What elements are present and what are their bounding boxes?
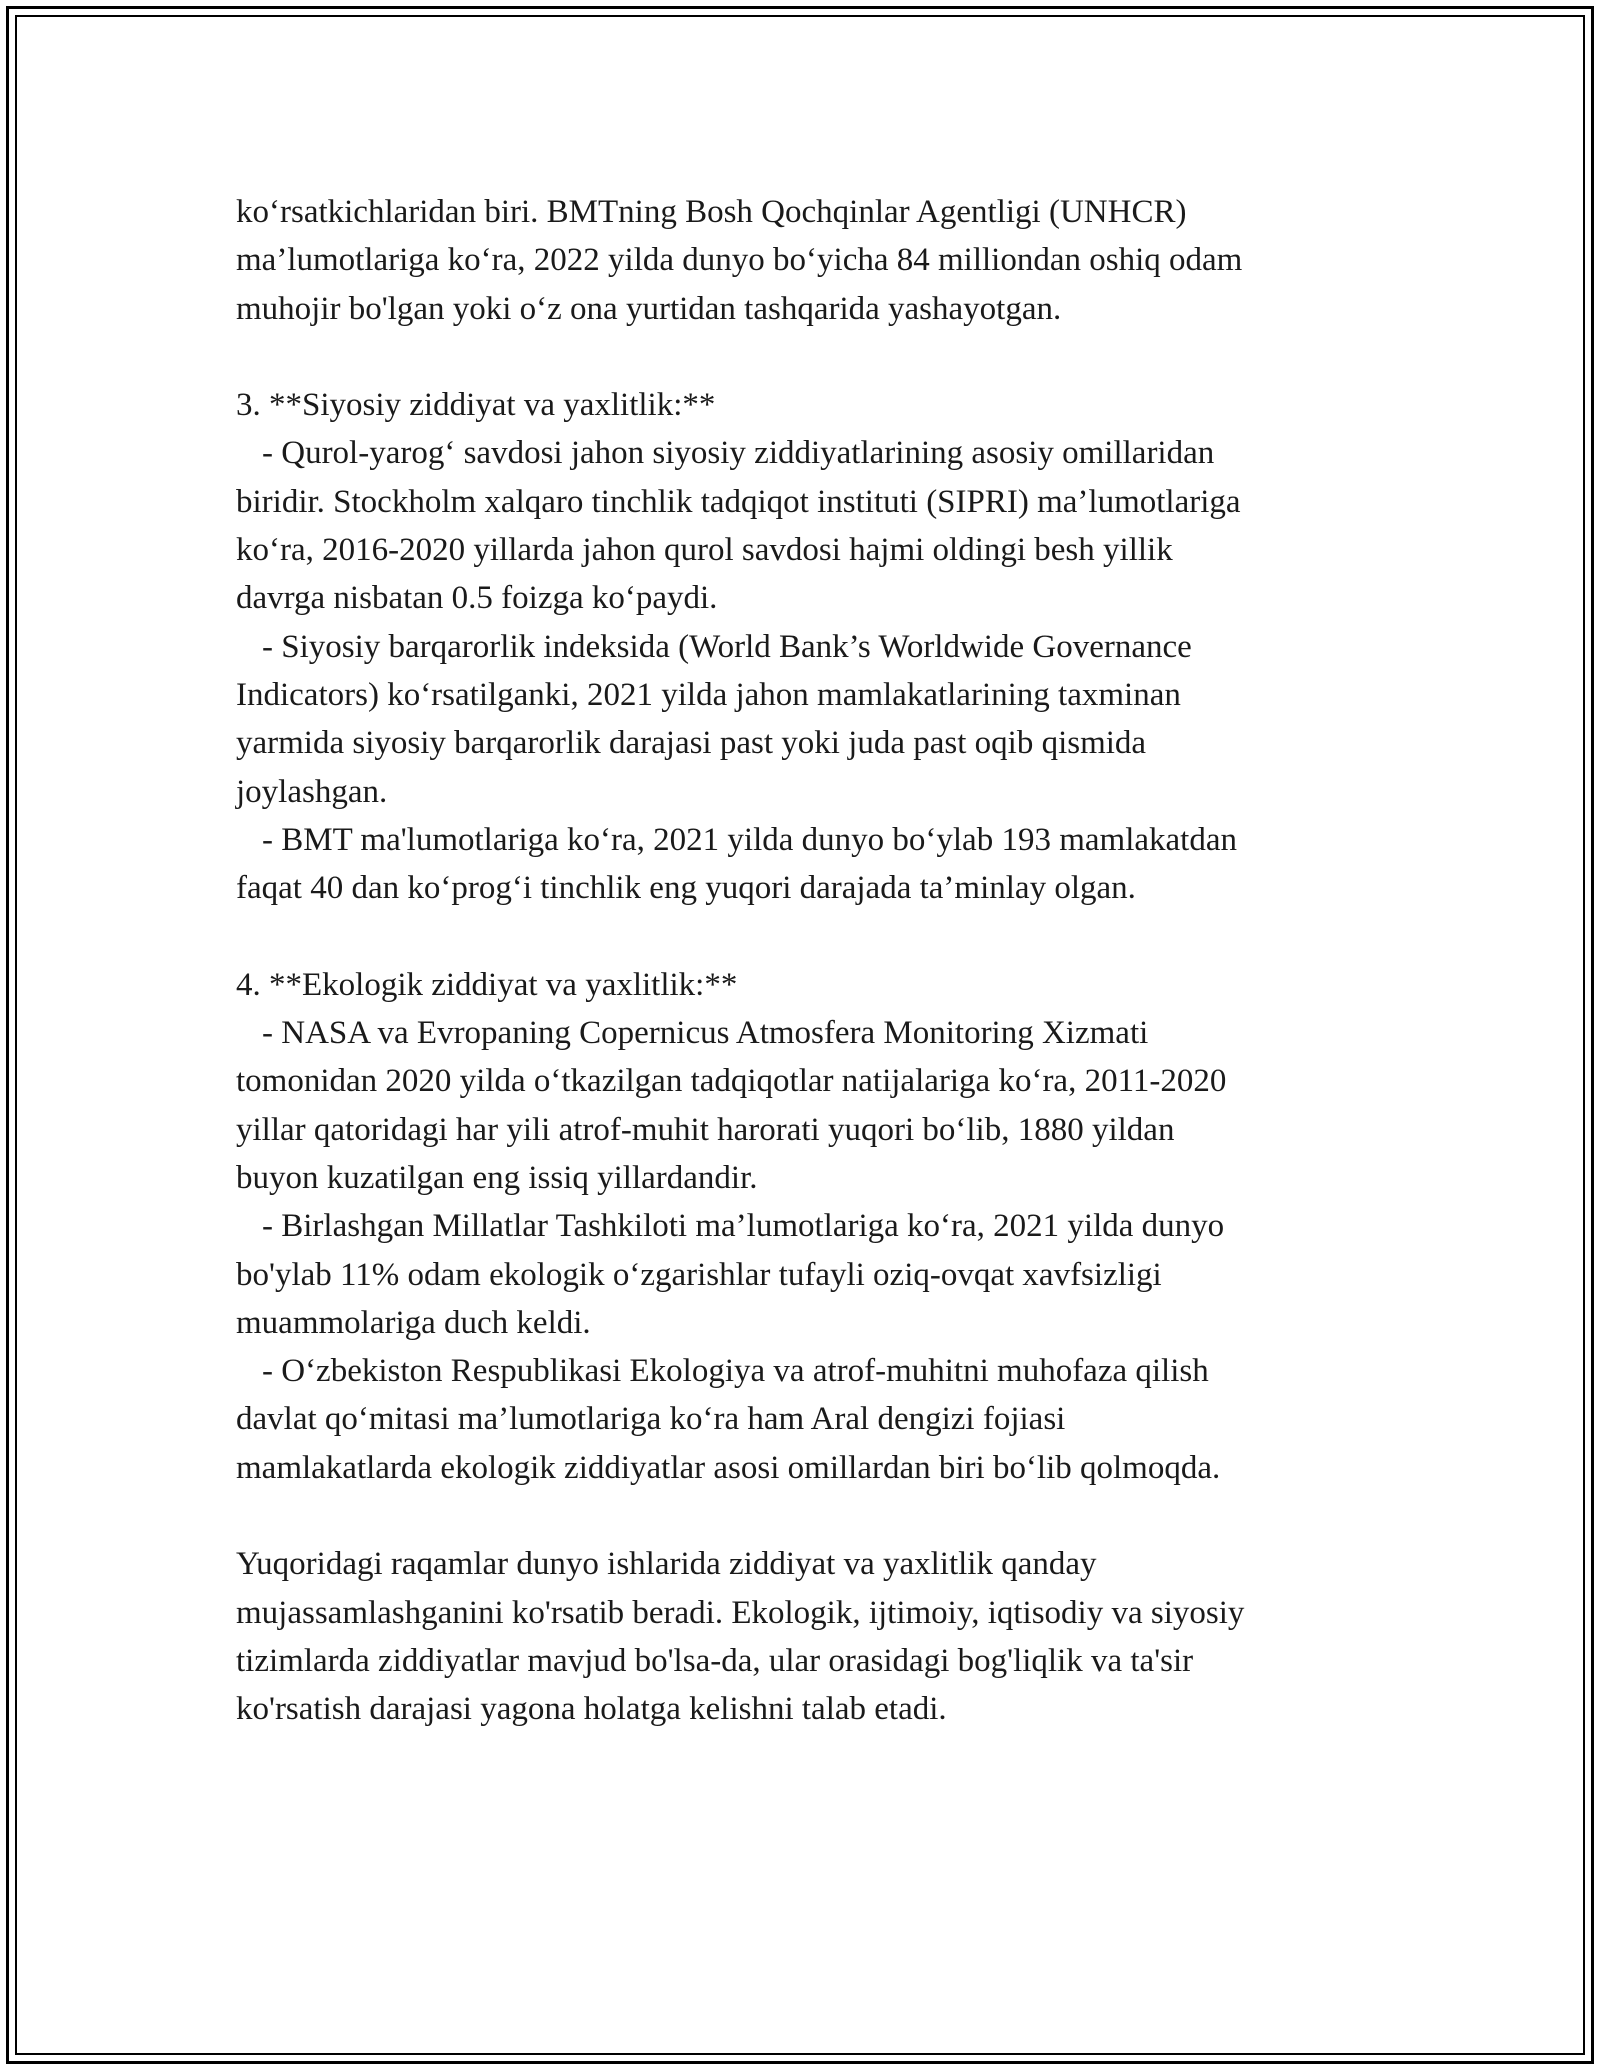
paragraph-gap [236,912,1416,960]
text-line: yillar qatoridagi har yili atrof-muhit harorati yuqori bo‘lib, 1880 yildan [236,1111,1175,1148]
document-body [236,188,1416,1734]
bullet-item [236,1202,1416,1347]
text-line: joylashgan. [236,773,388,810]
section-heading: 4. **Ekologik ziddiyat va yaxlitlik:** [236,966,738,1003]
text-line: tizimlarda ziddiyatlar mavjud bo'lsa-da, ular orasidagi bog'liqlik va ta'sir [236,1642,1194,1679]
text-line: ko'rsatish darajasi yagona holatga kelishni talab etadi. [236,1691,947,1728]
text-line: ko‘rsatkichlaridan biri. BMTning Bosh Qochqinlar Agentligi (UNHCR) [236,194,1187,230]
text-line: - BMT ma'lumotlariga ko‘ra, 2021 yilda dunyo bo‘ylab 193 mamlakatdan [262,821,1237,858]
text-line: buyon kuzatilgan eng issiq yillardandir. [236,1159,758,1196]
conclusion-paragraph [236,1540,1416,1733]
text-line: Indicators) ko‘rsatilganki, 2021 yilda jahon mamlakatlarining taxminan [236,676,1181,713]
text-line: mujassamlashganini ko'rsatib beradi. Ekologik, ijtimoiy, iqtisodiy va siyosiy [236,1594,1245,1631]
text-line: yarmida siyosiy barqarorlik darajasi past yoki juda past oqib qismida [236,725,1147,762]
bullet-item [236,816,1416,913]
intro-paragraph [236,188,1416,333]
bullet-item [236,1347,1416,1492]
text-line: - Qurol-yarog‘ savdosi jahon siyosiy ziddiyatlarining asosiy omillaridan [262,435,1215,472]
text-line: faqat 40 dan ko‘prog‘i tinchlik eng yuqori darajada ta’minlay olgan. [236,870,1136,907]
text-line: bo'ylab 11% odam ekologik o‘zgarishlar tufayli oziq-ovqat xavfsizligi [236,1256,1162,1293]
paragraph-gap [236,333,1416,381]
text-line: biridir. Stockholm xalqaro tinchlik tadqiqot instituti (SIPRI) ma’lumotlariga [236,483,1241,520]
section-3 [236,381,1416,912]
section-heading: 3. **Siyosiy ziddiyat va yaxlitlik:** [236,387,716,424]
text-line: - NASA va Evropaning Copernicus Atmosfera Monitoring Xizmati [262,1015,1149,1052]
text-line: - Siyosiy barqarorlik indeksida (World Bank’s Worldwide Governance [262,628,1192,665]
text-line: - Birlashgan Millatlar Tashkiloti ma’lumotlariga ko‘ra, 2021 yilda dunyo [262,1208,1225,1245]
paragraph-gap [236,1492,1416,1540]
bullet-item [236,429,1416,622]
text-line: ma’lumotlariga ko‘ra, 2022 yilda dunyo bo‘yicha 84 milliondan oshiq odam [236,242,1243,279]
text-line: davlat qo‘mitasi ma’lumotlariga ko‘ra ham Aral dengizi fojiasi [236,1401,1066,1438]
bullet-item [236,1009,1416,1202]
text-line: davrga nisbatan 0.5 foizga ko‘paydi. [236,580,718,617]
text-line: muammolariga duch keldi. [236,1304,591,1341]
text-line: tomonidan 2020 yilda o‘tkazilgan tadqiqotlar natijalariga ko‘ra, 2011-2020 [236,1063,1227,1100]
text-line: Yuqoridagi raqamlar dunyo ishlarida ziddiyat va yaxlitlik qanday [236,1546,1097,1583]
text-line: - O‘zbekiston Respublikasi Ekologiya va atrof-muhitni muhofaza qilish [262,1353,1209,1390]
text-line: mamlakatlarda ekologik ziddiyatlar asosi omillardan biri bo‘lib qolmoqda. [236,1449,1221,1486]
bullet-item [236,623,1416,816]
section-4 [236,961,1416,1492]
text-line: muhojir bo'lgan yoki o‘z ona yurtidan tashqarida yashayotgan. [236,290,1062,327]
text-line: ko‘ra, 2016-2020 yillarda jahon qurol savdosi hajmi oldingi besh yillik [236,532,1173,569]
